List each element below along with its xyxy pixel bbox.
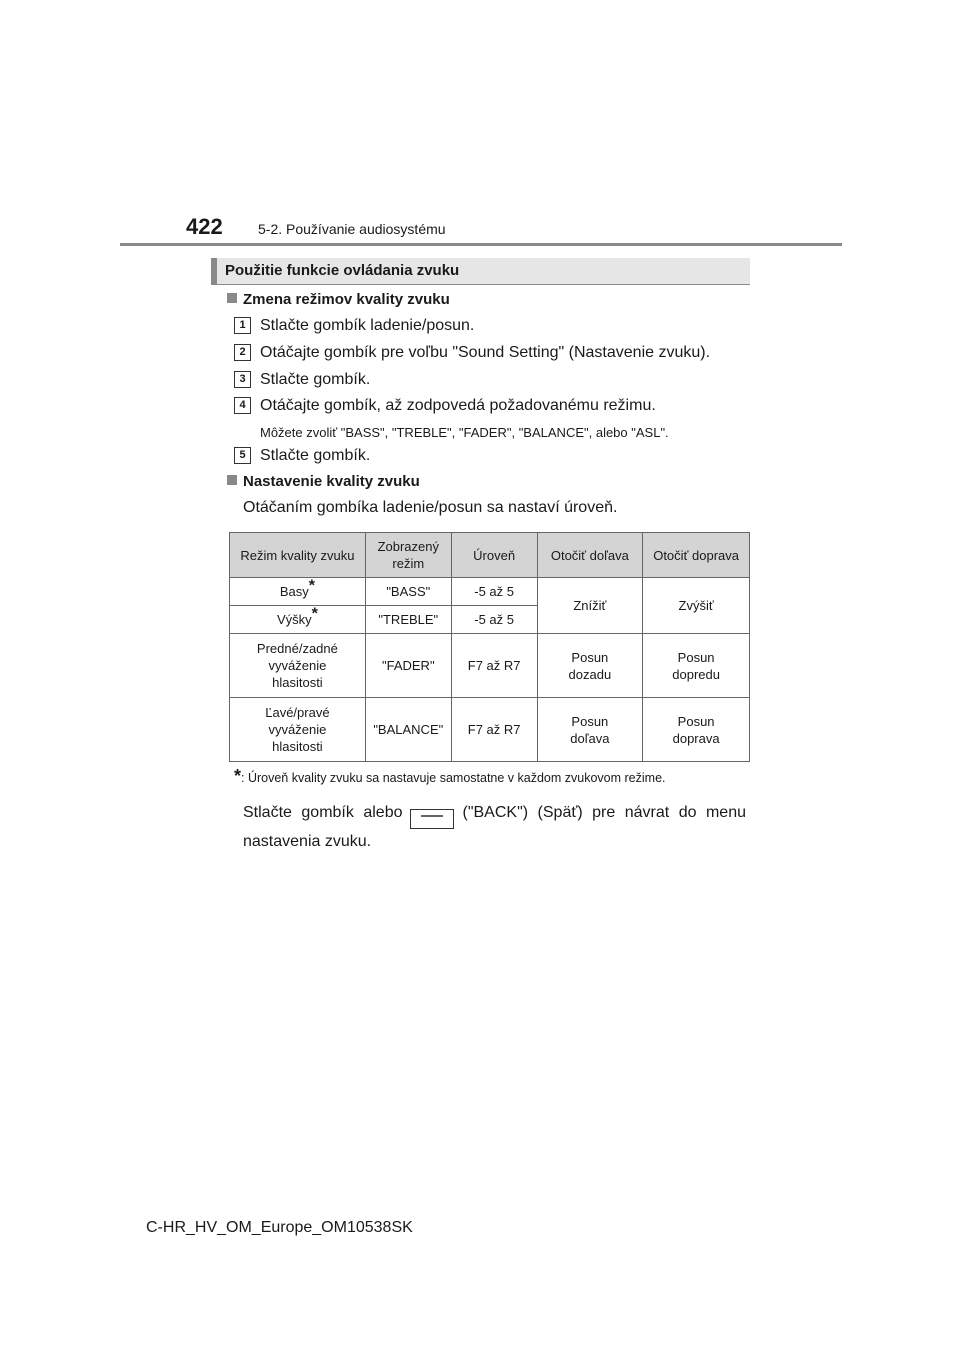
cell-display: "BALANCE" (365, 698, 451, 762)
back-button-icon (410, 809, 454, 829)
cell-display: "TREBLE" (365, 606, 451, 634)
cell-turn-right: Posun dopredu (643, 634, 750, 698)
cell-turn-right: Zvýšiť (643, 578, 750, 634)
table-row (230, 698, 750, 762)
subheading-adjust (227, 473, 420, 490)
footnote-text: : Úroveň kvality zvuku sa nastavuje samostatne v každom zvukovom režime. (241, 771, 666, 785)
cell-mode: Basy* (230, 578, 366, 606)
page-number: 422 (186, 214, 223, 239)
column-header-turn-left: Otočiť doľava (537, 533, 643, 578)
cell-level: -5 až 5 (451, 578, 537, 606)
step-number-4: 4 (234, 397, 251, 414)
table-row (230, 634, 750, 698)
step-number-3: 3 (234, 371, 251, 388)
column-header-turn-right: Otočiť doprava (643, 533, 750, 578)
cell-mode: Výšky* (230, 606, 366, 634)
step-number-1: 1 (234, 317, 251, 334)
asterisk-mark: * (311, 605, 318, 623)
table-row (230, 578, 750, 606)
closing-paragraph (243, 800, 746, 854)
step-number-2: 2 (234, 344, 251, 361)
asterisk-mark: * (308, 577, 315, 595)
cell-turn-right: Posun doprava (643, 698, 750, 762)
cell-mode: Predné/zadné vyváženie hlasitosti (230, 634, 366, 698)
square-bullet-icon (227, 475, 237, 485)
cell-mode: Ľavé/pravé vyváženie hlasitosti (230, 698, 366, 762)
section-bar (211, 258, 750, 285)
square-bullet-icon (227, 293, 237, 303)
subheading-mode-change (227, 291, 450, 308)
cell-turn-left: Posun dozadu (537, 634, 643, 698)
cell-display: "FADER" (365, 634, 451, 698)
cell-level: -5 až 5 (451, 606, 537, 634)
chapter-title: 5-2. Používanie audiosystému (258, 221, 446, 237)
footnote-star: * (234, 766, 242, 786)
section-title: Použitie funkcie ovládania zvuku (225, 262, 460, 279)
closing-text-after: ("BACK") (Späť) pre návrat do menu nastavenia zvuku. (243, 804, 746, 850)
step-text-5: Stlačte gombík. (260, 447, 371, 464)
step-text-2: Otáčajte gombík pre voľbu "Sound Setting" (Nastavenie zvuku). (260, 344, 711, 361)
cell-turn-left: Znížiť (537, 578, 643, 634)
step-number-5: 5 (234, 447, 251, 464)
table-header-row (230, 533, 750, 578)
sound-quality-table (229, 532, 750, 762)
column-header-level: Úroveň (451, 533, 537, 578)
column-header-mode: Režim kvality zvuku (230, 533, 366, 578)
step-text-1: Stlačte gombík ladenie/posun. (260, 317, 475, 334)
subheading-label: Nastavenie kvality zvuku (243, 473, 420, 490)
cell-display: "BASS" (365, 578, 451, 606)
adjust-text: Otáčaním gombíka ladenie/posun sa nastaví úroveň. (243, 499, 618, 516)
document-code: C-HR_HV_OM_Europe_OM10538SK (146, 1219, 413, 1236)
subheading-label: Zmena režimov kvality zvuku (243, 291, 450, 308)
cell-level: F7 až R7 (451, 634, 537, 698)
step-note: Môžete zvoliť "BASS", "TREBLE", "FADER", "BALANCE", alebo "ASL". (260, 425, 669, 440)
footnote (234, 766, 666, 787)
step-text-3: Stlačte gombík. (260, 371, 371, 388)
column-header-display: Zobrazený režim (365, 533, 451, 578)
cell-turn-left: Posun doľava (537, 698, 643, 762)
closing-text-before: Stlačte gombík alebo (243, 804, 403, 821)
section-accent (211, 258, 217, 284)
header-rule (120, 243, 842, 246)
step-text-4: Otáčajte gombík, až zodpovedá požadovanému režimu. (260, 397, 656, 414)
cell-level: F7 až R7 (451, 698, 537, 762)
